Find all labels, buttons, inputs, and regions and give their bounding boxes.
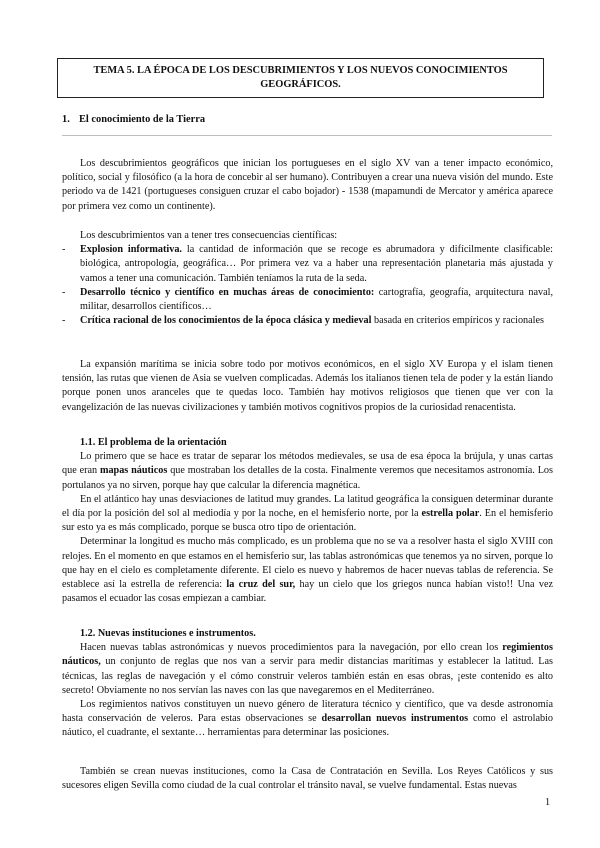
section-number: 1. [62,114,70,125]
list-item-bold: Desarrollo técnico y científico en muchas áreas de conocimiento: [80,286,375,298]
intro-paragraph: Los descubrimientos geográficos que inician los portugueses en el siglo XV van a tener impacto económico, político, social y filosófico (a la hora de concebir al ser humano). Contribuyen a crear una nueva visión del mundo. Este periodo va de 1421 (portugueses consiguen cruzar el cabo bojador) - 1538 (mapamundi de Mercator y américa aparece por primera vez como un continente). [62,158,553,212]
list-item-text: cartografía, geografía, arquitectura naval, militar, desarrollos científicos… [80,286,553,313]
title-line-1: TEMA 5. LA ÉPOCA DE LOS DESCUBRIMIENTOS Y LOS NUEVOS CONOCIMIENTOS [93,65,508,76]
list-item [62,286,553,314]
text: En el atlántico hay unas desviaciones de latitud muy grandes. La latitud geográfica la consiguen determinar durante el día por la posición del sol al mediodía y por la noche, en el hemisferio norte, por la [62,493,553,520]
text: un conjunto de reglas que nos van a servir para medir distancias marítimas y establecer la latitud. Las técnicas, las reglas de navegación y el cómo construir veleros también están en esas obras, ¡este contenido es alto secreto! Obviamente no nos servían las naves con las que navegaremos en el Mediterráneo. [62,656,553,696]
paragraph [62,450,553,493]
text: Lo primero que se hace es tratar de separar los métodos medievales, se usa de esa época la brújula, y unas cartas que eran [62,451,553,477]
consequences-list [62,243,553,328]
text: Los regimientos nativos constituyen un nuevo género de literatura técnico y científico, que va desde astronomía hasta conservación de veleros. Para estas observaciones se [62,699,553,725]
list-item-bold: Crítica racional de los conocimientos de la época clásica y medieval [80,315,372,327]
subsection-heading: 1.1. El problema de la orientación [80,437,227,448]
paragraph [62,698,553,741]
list-item-bold: Explosion informativa. [80,244,182,256]
text: que mostraban los detalles de la costa. Finalmente veremos que necesitamos astronomía. Los portulanos ya no sirven, porque hay que calcular la diferencia magnética. [62,465,553,491]
list-item [62,243,553,286]
text: Determinar la longitud es mucho más complicado, es un problema que no se va a resolver hasta el siglo XVIII con relojes. En el momento en que estamos en el hemisferio sur, las tablas astronómicas que tenemos ya no sirven, porque lo que hay en el cielo es completamente diferente. El cielo es nuevo y habremos de hacer nuevas tablas de referencia. Se establece así la estrella de referencia: [62,536,554,591]
title-line-2: GEOGRÁFICOS. [260,79,341,90]
subsection-1-2 [62,627,553,741]
page-number: 1 [545,797,551,808]
title-box [57,58,544,98]
paragraph [62,493,553,536]
intro-block [62,157,553,214]
consequences-block [62,229,553,328]
closing-block [62,765,553,793]
consequences-intro: Los descubrimientos van a tener tres consecuencias científicas: [80,230,338,241]
list-item [62,314,553,328]
text: como el astrolabio náutico, el cuadrante, el sextante… herramientas para determinar las posiciones. [62,713,553,739]
section-title: El conocimiento de la Tierra [79,114,206,125]
bold-text: regimientos náuticos, [62,642,553,668]
bold-text: la cruz del sur, [226,579,296,591]
list-item-text: la cantidad de información que se recoge es abrumadora y difícilmente clasificable: biológica, antropología, geográfica… Por primera vez va a haber una representación planetaria más ajustada y vamos a tener una comunicación. También teníamos la ruta de la seda. [80,244,553,284]
list-item-text: basada en criterios empíricos y racionales [371,315,544,327]
subsection-heading: 1.2. Nuevas instituciones e instrumentos. [80,628,256,639]
paragraph: También se crean nuevas instituciones, como la Casa de Contratación en Sevilla. Los Reyes Católicos y sus sucesores eligen Sevilla como ciudad de la cual controlar el tránsito naval, se vuelve fundamental. Estas nuevas [62,766,553,792]
expansion-block [62,358,553,415]
section-heading [62,113,205,127]
text: Hacen nuevas tablas astronómicas y nuevos procedimientos para la navegación, por ello crean los [80,642,503,654]
expansion-paragraph: La expansión marítima se inicia sobre todo por motivos económicos, en el siglo XV Europa y el islam tienen tensión, las rutas que vienen de Asia se vuelven complicadas. Además los italianos tienen tela de poder y la están liando porque ponen unos aranceles que te quedas loco. También hay motivos religiosos que tienen que ver con la evangelización de las nuevas civilizaciones y también motivos cognitivos propios de la curiosidad renacentista. [62,359,553,413]
section-divider [62,135,552,136]
subsection-1-1 [62,436,553,606]
bold-text: estrella polar [421,508,480,520]
bold-text: desarrollan nuevos instrumentos [321,713,469,725]
paragraph [62,535,553,606]
bold-text: mapas náuticos [99,465,168,477]
text: . En el hemisferio sur esto ya es más complicado, porque se busca otro tipo de orientación. [62,508,554,534]
paragraph [62,641,553,698]
text: hay un cielo que los griegos nunca habían visto!! Una vez pasamos el ecuador las cosas empiezan a cambiar. [62,579,553,605]
